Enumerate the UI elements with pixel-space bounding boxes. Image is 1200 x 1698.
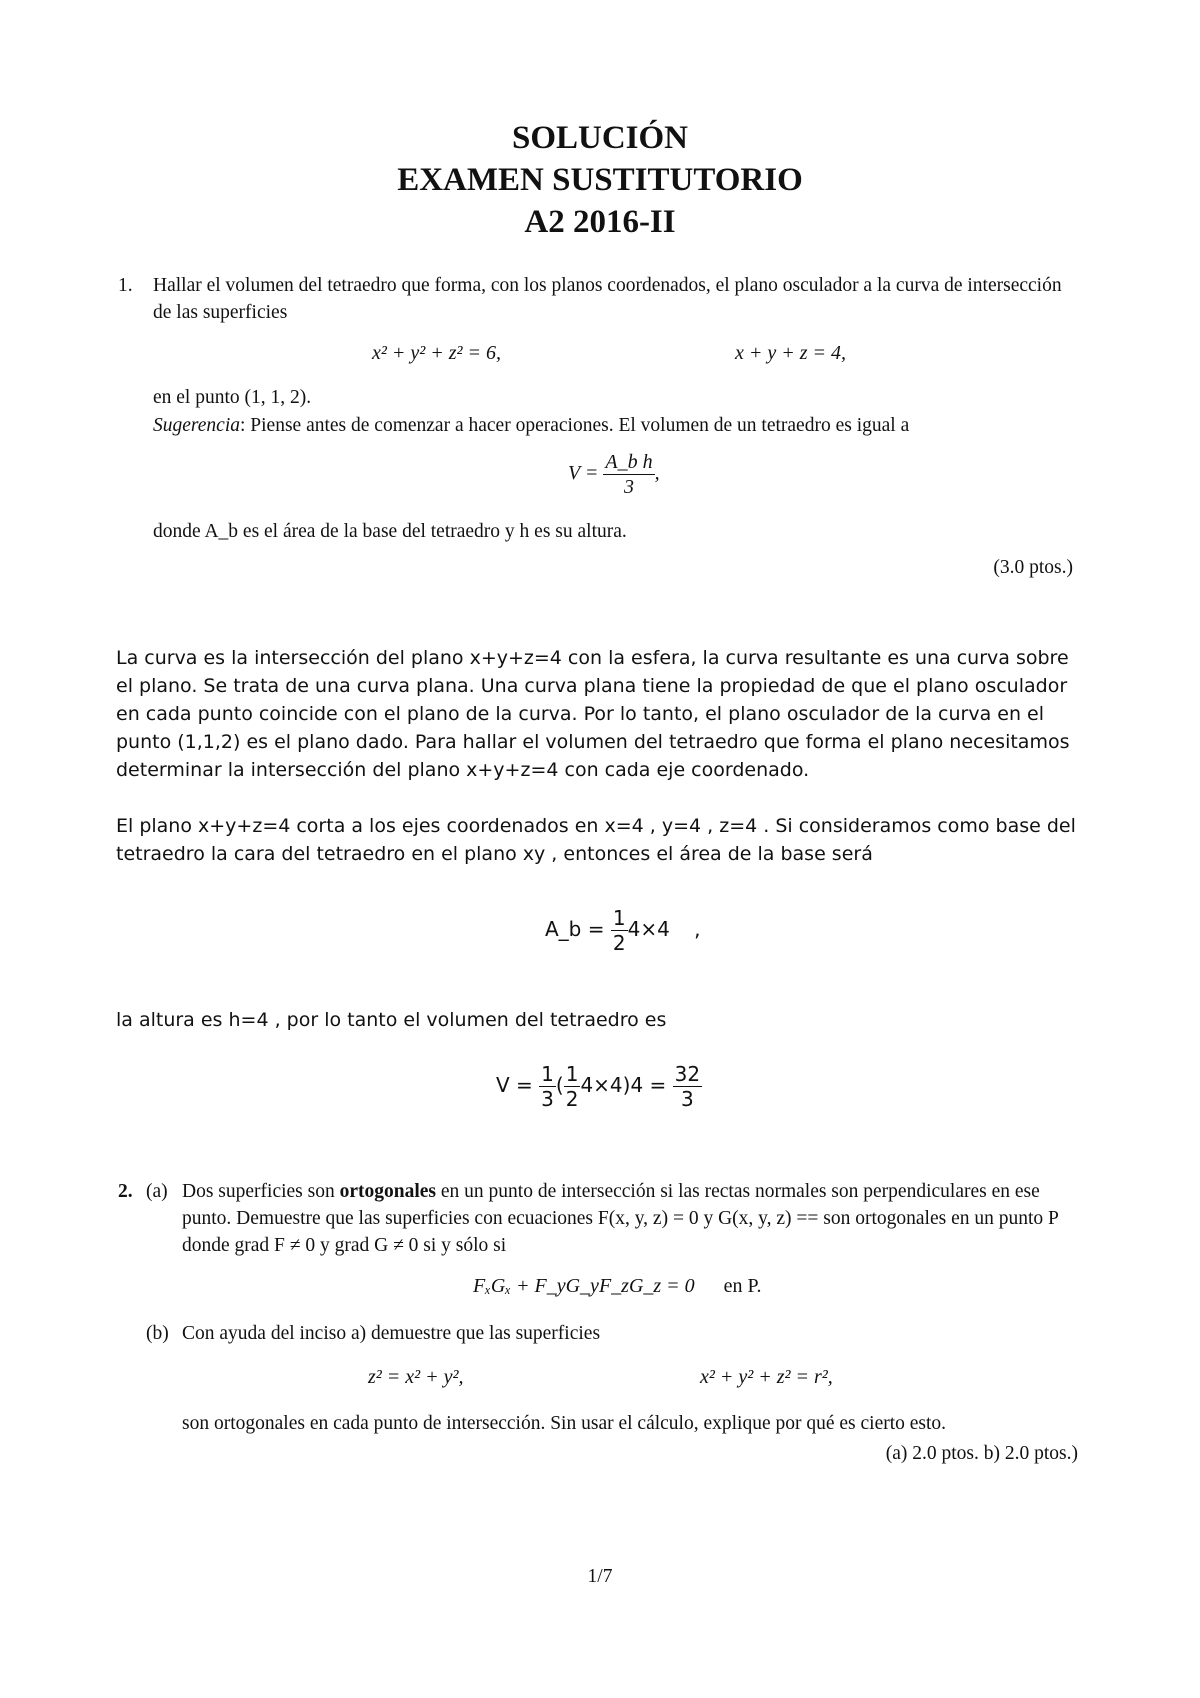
solution1-area-formula — [545, 906, 701, 955]
page-number: 1/7 — [587, 1566, 613, 1587]
area-rest: 4×4 — [627, 917, 670, 941]
part-a-eq: FₓGₓ + F_yG_yF_zG_z = 0 — [473, 1275, 695, 1297]
hint-label: Sugerencia — [153, 415, 240, 436]
part-a-text-2: en un punto de intersección si las rectas normales son perpendiculares en ese punto. Demuestre que las superficies con ecuaciones F(x, y, z) = 0 y G(x, y, z) == son ortogonales en un punto P donde grad F ≠ 0 y grad G ≠ 0 si y sólo si — [182, 1181, 1059, 1256]
formula-denominator: 3 — [623, 476, 634, 498]
problem2-part-a-label: (a) — [146, 1181, 168, 1202]
problem1-volume-formula — [568, 450, 660, 499]
vol-result — [673, 1062, 702, 1111]
part-a-eq-tail: en P. — [723, 1275, 762, 1297]
area-frac-num: 1 — [612, 906, 626, 930]
vol-frac1-den: 3 — [541, 1087, 554, 1111]
hint-text: : Piense antes de comenzar a hacer operaciones. El volumen de un tetraedro es igual a — [240, 415, 910, 436]
vol-mid: 4×4)4 = — [580, 1073, 667, 1097]
vol-frac2-den: 2 — [565, 1087, 579, 1111]
problem1-eq-plane: x + y + z = 4, — [735, 342, 847, 364]
area-tail: , — [694, 917, 701, 941]
problem2-points: (a) 2.0 ptos. b) 2.0 ptos.) — [885, 1443, 1078, 1464]
vol-frac2 — [564, 1062, 581, 1111]
problem2-part-b-eq1: z² = x² + y², — [368, 1366, 464, 1388]
formula-lhs: V = — [568, 462, 599, 485]
vol-frac1 — [539, 1062, 556, 1111]
part-a-text-1: Dos superficies son — [182, 1181, 340, 1202]
problem2-part-b-text: Con ayuda del inciso a) demuestre que las superficies — [182, 1323, 601, 1344]
problem2-part-b-label: (b) — [146, 1323, 169, 1344]
problem2-part-a-text — [182, 1178, 1077, 1259]
vol-result-den: 3 — [681, 1087, 694, 1111]
solution1-para3: la altura es h=4 , por lo tanto el volumen del tetraedro es — [116, 1009, 667, 1031]
doc-title-line2: EXAMEN SUSTITUTORIO — [397, 162, 803, 198]
solution1-volume-formula: V = $\frac{1}{3}$ ( $\frac{1}{2}$ 4×4)4 = $\frac{32}{3}$ — [496, 1062, 701, 1111]
formula-tail: , — [654, 462, 660, 485]
problem1-hint — [153, 412, 1083, 439]
problem1-number: 1. — [118, 275, 133, 296]
problem2-part-a-eq — [473, 1275, 761, 1298]
vol-frac2-num: 1 — [565, 1062, 579, 1086]
solution1-para2: El plano x+y+z=4 corta a los ejes coordenados en x=4 , y=4 , z=4 . Si consideramos como base del tetraedro la cara del tetraedro en el plano xy , entonces el área de la base será — [116, 815, 1076, 865]
solution1-para1: La curva es la intersección del plano x+y+z=4 con la esfera, la curva resultante es una curva sobre el plano. Se trata de una curva plana. Una curva plana tiene la propiedad de que el plano osculador en cada punto coincide con el plano de la curva. Por lo tanto, el plano osculador de la curva en el punto (1,1,2) es el plano dado. Para hallar el volumen del tetraedro que forma el plano necesitamos determinar la intersección del plano x+y+z=4 con cada eje coordenado. — [116, 647, 1070, 781]
vol-frac1-num: 1 — [541, 1062, 554, 1086]
problem1-points: (3.0 ptos.) — [993, 557, 1073, 578]
problem1-point: en el punto (1, 1, 2). — [153, 387, 312, 408]
vol-result-num: 32 — [674, 1062, 701, 1086]
part-a-bold: ortogonales — [339, 1181, 437, 1202]
area-lhs: A_b = — [545, 917, 605, 941]
vol-lhs: V = — [496, 1073, 533, 1097]
area-fraction — [611, 906, 628, 955]
problem1-eq-sphere: x² + y² + z² = 6, — [372, 342, 502, 364]
problem1-where: donde A_b es el área de la base del tetraedro y h es su altura. — [153, 521, 627, 542]
problem2-number: 2. — [118, 1181, 133, 1202]
formula-numerator: A_b h — [605, 451, 653, 473]
formula-fraction — [603, 450, 654, 499]
problem2-part-b-text2: son ortogonales en cada punto de intersección. Sin usar el cálculo, explique por qué es cierto esto. — [182, 1413, 947, 1434]
problem2-part-b-eq2: x² + y² + z² = r², — [700, 1366, 833, 1388]
problem1-statement: Hallar el volumen del tetraedro que forma, con los planos coordenados, el plano osculador a la curva de intersección de las superficies — [153, 275, 1062, 323]
area-frac-den: 2 — [612, 931, 626, 955]
doc-title-line1: SOLUCIÓN — [511, 120, 689, 156]
doc-title-line3: A2 2016-II — [524, 204, 676, 240]
